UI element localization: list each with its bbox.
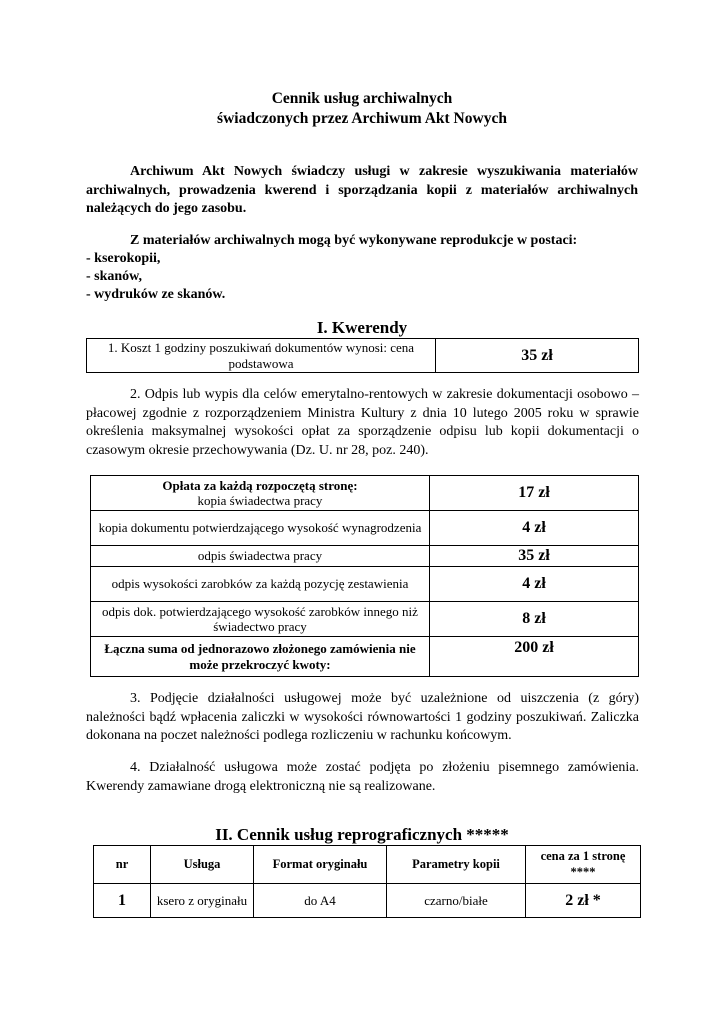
fee-price: 17 zł — [430, 476, 639, 511]
document-title-line2: świadczonych przez Archiwum Akt Nowych — [217, 110, 507, 127]
document-title-line1: Cennik usług archiwalnych — [271, 90, 453, 107]
reproduction-item: - kserokopii, — [86, 251, 161, 266]
fee-label: odpis wysokości zarobków za każdą pozycję zestawienia — [91, 567, 430, 602]
column-header: nr — [94, 846, 151, 884]
cell-nr: 1 — [94, 884, 151, 918]
fee-header: Opłata za każdą rozpoczętą stronę: — [162, 477, 358, 493]
table-row — [91, 602, 639, 637]
fees-table — [90, 475, 639, 677]
column-header: Format oryginału — [254, 846, 387, 884]
reproduction-item: - wydruków ze skanów. — [86, 287, 226, 302]
table-row — [91, 567, 639, 602]
fee-price: 4 zł — [430, 567, 639, 602]
cell-params: czarno/białe — [387, 884, 526, 918]
section-heading-kwerendy: I. Kwerendy — [316, 318, 408, 337]
cell-service: ksero z oryginału — [151, 884, 254, 918]
cell-price: 2 zł * — [526, 884, 641, 918]
item4-paragraph: 4. Działalność usługowa może zostać podjęta po złożeniu pisemnego zamówienia. Kwerendy zamawiane drogą elektroniczną nie są realizowane. — [86, 760, 639, 794]
reproduction-item: - skanów, — [86, 269, 143, 284]
column-header: Parametry kopii — [387, 846, 526, 884]
table-header-row — [94, 846, 641, 884]
table-row — [91, 476, 639, 511]
basic-fee-table — [86, 338, 639, 373]
cell-format: do A4 — [254, 884, 387, 918]
fee-price: 4 zł — [430, 511, 639, 546]
section-heading-reprographic: II. Cennik usług reprograficznych ***** — [215, 825, 509, 844]
intro-paragraph: Archiwum Akt Nowych świadczy usługi w zakresie wyszukiwania materiałów archiwalnych, prowadzenia kwerend i sporządzania kopii z materiałów archiwalnych należących do jego zasobu. — [86, 164, 638, 216]
fee-label: kopia dokumentu potwierdzającego wysokość wynagrodzenia — [91, 511, 430, 546]
table-row — [91, 637, 639, 677]
column-header: Usługa — [151, 846, 254, 884]
fee-label: odpis świadectwa pracy — [91, 546, 430, 567]
fee-label: odpis dok. potwierdzającego wysokość zarobków innego niż świadectwo pracy — [91, 602, 430, 637]
basic-fee-label: 1. Koszt 1 godziny poszukiwań dokumentów wynosi: cena podstawowa — [87, 339, 436, 373]
basic-fee-price: 35 zł — [436, 339, 639, 373]
total-label: Łączna suma od jednorazowo złożonego zamówienia nie może przekroczyć kwoty: — [91, 637, 430, 677]
item2-paragraph: 2. Odpis lub wypis dla celów emerytalno-rentowych w zakresie dokumentacji osobowo – płacowej zgodnie z rozporządzeniem Ministra Kultury z dnia 10 lutego 2005 roku w sprawie określenia maksymalnej wysokości opłat za sporządzenie odpisu lub kopii dokumentacji o czasowym okresie przechowywania (Dz. U. nr 28, poz. 240). — [86, 387, 639, 458]
column-header: cena za 1 stronę **** — [526, 846, 641, 884]
reproductions-heading: Z materiałów archiwalnych mogą być wykonywane reprodukcje w postaci: — [130, 233, 578, 248]
reprographic-table — [93, 845, 641, 918]
fee-price: 8 zł — [430, 602, 639, 637]
table-row — [91, 511, 639, 546]
table-row — [94, 884, 641, 918]
total-price: 200 zł — [430, 637, 639, 677]
table-row — [87, 339, 639, 373]
item3-paragraph: 3. Podjęcie działalności usługowej może być uzależnione od uiszczenia (z góry) należności bądź wpłacenia zaliczki w wysokości równowartości 1 godziny poszukiwań. Zaliczka dokonana na poczet należności podlega rozliczeniu w rachunku końcowym. — [86, 691, 639, 743]
fee-price: 35 zł — [430, 546, 639, 567]
table-row — [91, 546, 639, 567]
fee-label: kopia świadectwa pracy — [197, 493, 323, 508]
